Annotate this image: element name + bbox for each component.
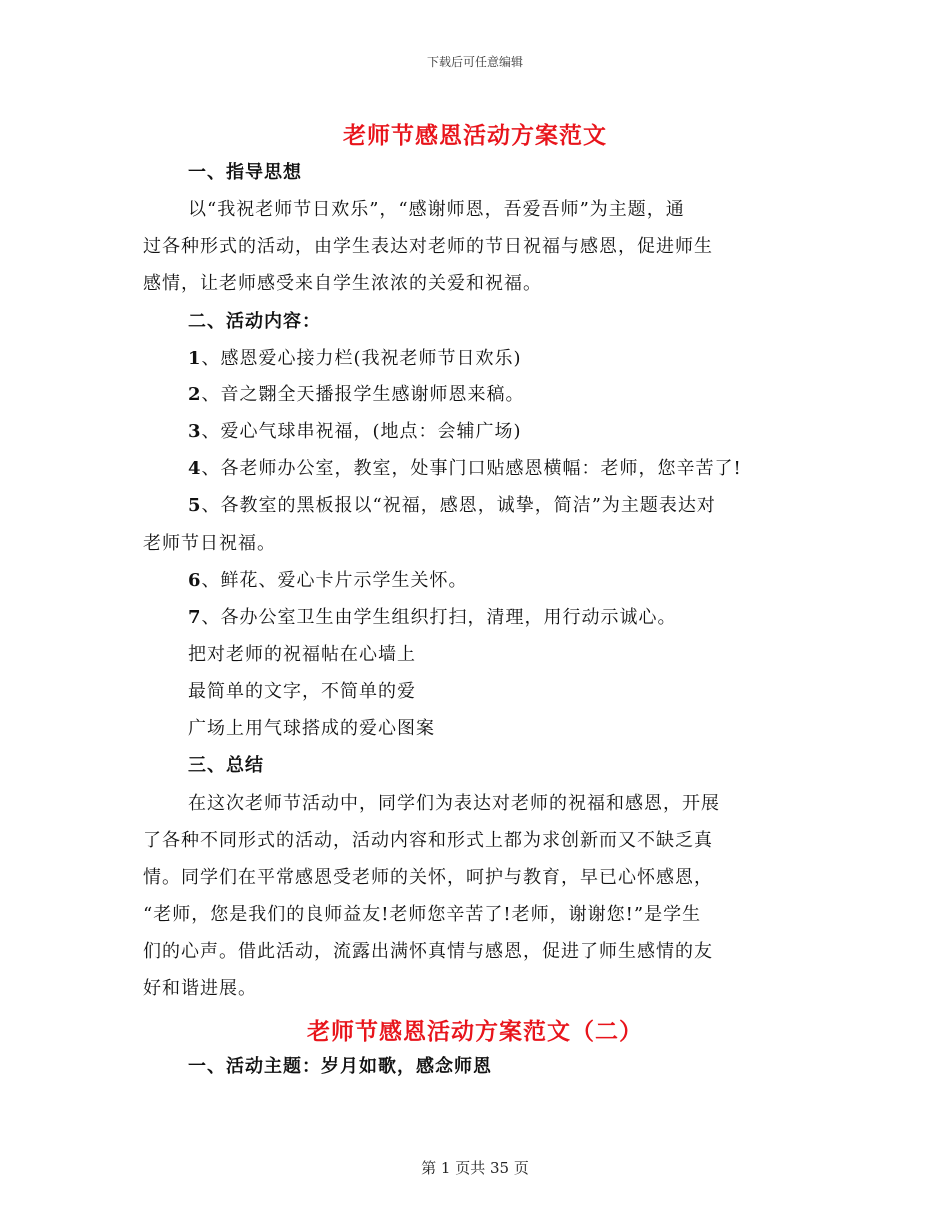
list-item-text: 、各教室的黑板报以“祝福，感恩，诚挚，简洁”为主题表达对: [201, 495, 716, 516]
list-item: [188, 603, 677, 629]
photo-caption: 广场上用气球搭成的爱心图案: [188, 718, 435, 739]
list-item-number: 3: [188, 421, 202, 442]
page-number: 第 1 页共 35 页: [421, 1159, 529, 1177]
list-item-text: 、音之翾全天播报学生感谢师恩来稿。: [201, 384, 525, 405]
list-item: [188, 491, 716, 517]
paragraph-line: 在这次老师节活动中，同学们为表达对老师的祝福和感恩，开展: [188, 793, 720, 814]
list-item-text: 、鲜花、爱心卡片示学生关怀。: [201, 570, 468, 591]
doc-title-part-two: 老师节感恩活动方案范文（二）: [307, 1018, 643, 1045]
section-heading-summary: 三、总结: [188, 755, 264, 776]
list-item-number: 7: [188, 607, 202, 628]
header-note: 下载后可任意编辑: [426, 55, 523, 69]
list-item-text: 、各办公室卫生由学生组织打扫，清理，用行动示诚心。: [201, 607, 677, 628]
list-item: [188, 380, 525, 406]
list-item-continuation: 老师节日祝福。: [143, 533, 276, 554]
paragraph-line: 情。同学们在平常感恩受老师的关怀，呵护与教育，早已心怀感恩，: [143, 867, 713, 888]
photo-caption: 把对老师的祝福帖在心墙上: [188, 644, 416, 665]
doc-title: 老师节感恩活动方案范文: [343, 122, 607, 149]
paragraph-line: “老师，您是我们的良师益友!老师您辛苦了!老师，谢谢您!”是学生: [143, 904, 702, 925]
paragraph-line: 们的心声。借此活动，流露出满怀真情与感恩，促进了师生感情的友: [143, 941, 713, 962]
paragraph-line: 好和谐进展。: [143, 978, 257, 999]
paragraph-line: 感情，让老师感受来自学生浓浓的关爱和祝福。: [143, 273, 542, 294]
list-item-text: 、爱心气球串祝福，(地点：会辅广场): [201, 421, 522, 442]
list-item-text: 、感恩爱心接力栏(我祝老师节日欢乐): [201, 348, 522, 369]
list-item-number: 4: [188, 458, 202, 479]
list-item-number: 2: [188, 384, 202, 405]
list-item: [188, 417, 522, 443]
list-item-text: 、各老师办公室，教室，处事门口贴感恩横幅：老师，您辛苦了!: [201, 458, 742, 479]
list-item: [188, 344, 522, 370]
list-item-number: 5: [188, 495, 202, 516]
list-item-number: 1: [188, 348, 202, 369]
section-heading-guiding-idea: 一、指导思想: [188, 162, 302, 183]
section-heading-activities: 二、活动内容：: [188, 311, 321, 332]
paragraph-line: 过各种形式的活动，由学生表达对老师的节日祝福与感恩，促进师生: [143, 236, 713, 257]
paragraph-line: 了各种不同形式的活动，活动内容和形式上都为求创新而又不缺乏真: [143, 830, 713, 851]
list-item-number: 6: [188, 570, 202, 591]
list-item: [188, 454, 742, 480]
photo-caption: 最简单的文字，不简单的爱: [188, 681, 416, 702]
paragraph-line: 以“我祝老师节日欢乐”，“感谢师恩，吾爱吾师”为主题，通: [188, 199, 685, 220]
list-item: [188, 566, 468, 592]
section-heading-theme: 一、活动主题：岁月如歌，感念师恩: [188, 1056, 492, 1077]
